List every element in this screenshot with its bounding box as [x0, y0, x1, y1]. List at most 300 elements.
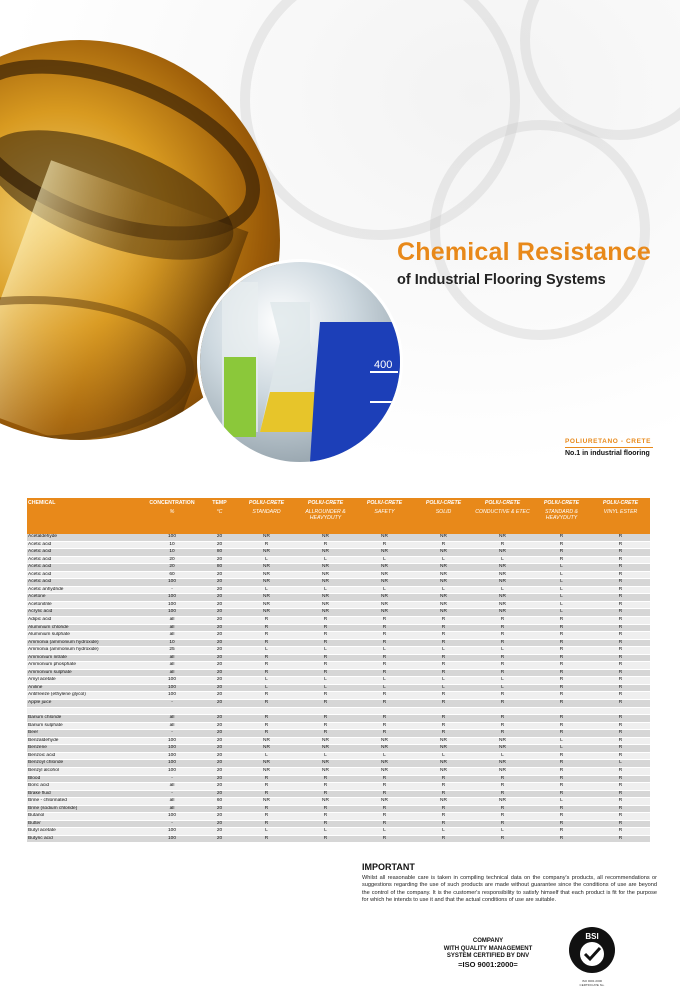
- table-cell: R: [591, 775, 650, 783]
- table-cell: R: [237, 654, 296, 662]
- chemical-name-cell: Benzoyl chloride: [27, 760, 142, 768]
- table-cell: R: [532, 790, 591, 798]
- table-cell: NR: [296, 737, 355, 745]
- table-cell: R: [414, 805, 473, 813]
- hero-image: [0, 0, 680, 470]
- table-cell: R: [414, 662, 473, 670]
- table-row: [27, 752, 650, 760]
- table-cell: NR: [414, 609, 473, 617]
- table-cell: 20: [202, 722, 237, 730]
- column-header-label: TEMP: [212, 500, 227, 506]
- table-cell: R: [591, 556, 650, 564]
- table-cell: -: [142, 730, 202, 738]
- table-cell: R: [591, 700, 650, 708]
- table-cell: L: [532, 737, 591, 745]
- table-cell: R: [414, 632, 473, 640]
- table-cell: R: [296, 624, 355, 632]
- table-cell: NR: [237, 767, 296, 775]
- column-header-sub: CONDUCTIVE & ETEC: [475, 509, 530, 515]
- column-header: [473, 498, 532, 534]
- table-cell: R: [532, 783, 591, 791]
- table-cell: NR: [355, 737, 414, 745]
- table-cell: NR: [473, 798, 532, 806]
- table-cell: 20: [202, 715, 237, 723]
- table-cell: NR: [237, 579, 296, 587]
- table-row: [27, 760, 650, 768]
- table-cell: 20: [202, 571, 237, 579]
- table-cell: R: [532, 617, 591, 625]
- table-cell: R: [414, 654, 473, 662]
- table-row: [27, 601, 650, 609]
- chemical-name-cell: Ammonia (ammonium hydroxide): [27, 647, 142, 655]
- important-heading: IMPORTANT: [362, 862, 415, 872]
- table-cell: R: [532, 662, 591, 670]
- table-cell: R: [473, 541, 532, 549]
- table-cell: 20: [202, 594, 237, 602]
- table-row: [27, 692, 650, 700]
- chemical-name-cell: Barium sulphate: [27, 722, 142, 730]
- table-cell: 60: [142, 571, 202, 579]
- table-cell: R: [532, 775, 591, 783]
- table-cell: L: [473, 586, 532, 594]
- table-cell: L: [237, 647, 296, 655]
- brand-divider: [565, 447, 653, 448]
- column-header-sub: °C: [216, 509, 223, 515]
- table-cell: R: [532, 541, 591, 549]
- table-cell: 10: [142, 549, 202, 557]
- table-cell: 80: [202, 564, 237, 572]
- table-cell: R: [414, 820, 473, 828]
- chemical-name-cell: Ammonium phosphate: [27, 662, 142, 670]
- bsi-caption: ISO 9001:2000: [581, 979, 603, 983]
- table-cell: 20: [202, 654, 237, 662]
- table-cell: -: [142, 700, 202, 708]
- table-cell: [532, 707, 591, 715]
- table-cell: R: [296, 669, 355, 677]
- table-cell: NR: [355, 549, 414, 557]
- table-cell: R: [296, 700, 355, 708]
- table-row: [27, 586, 650, 594]
- table-cell: 100: [142, 594, 202, 602]
- table-cell: NR: [296, 534, 355, 541]
- chemical-name-cell: Brine - chlorinated: [27, 798, 142, 806]
- table-row: [27, 783, 650, 791]
- table-row: [27, 790, 650, 798]
- table-cell: 20: [202, 730, 237, 738]
- table-cell: R: [355, 541, 414, 549]
- table-cell: NR: [237, 760, 296, 768]
- table-cell: R: [532, 813, 591, 821]
- table-cell: [237, 707, 296, 715]
- table-cell: NR: [296, 549, 355, 557]
- table-cell: R: [591, 654, 650, 662]
- table-cell: R: [473, 722, 532, 730]
- table-cell: [355, 707, 414, 715]
- table-cell: R: [414, 669, 473, 677]
- table-row: [27, 556, 650, 564]
- table-cell: R: [591, 647, 650, 655]
- table-cell: 100: [142, 737, 202, 745]
- table-cell: L: [414, 647, 473, 655]
- table-cell: R: [591, 730, 650, 738]
- table-row: [27, 564, 650, 572]
- table-cell: NR: [237, 571, 296, 579]
- table-cell: 20: [202, 767, 237, 775]
- table-cell: R: [532, 549, 591, 557]
- table-cell: 100: [142, 745, 202, 753]
- table-cell: L: [237, 677, 296, 685]
- table-cell: 20: [202, 745, 237, 753]
- table-cell: R: [296, 715, 355, 723]
- chemical-name-cell: Benzene: [27, 745, 142, 753]
- table-cell: NR: [355, 571, 414, 579]
- table-cell: L: [473, 647, 532, 655]
- chemical-name-cell: Acetic acid: [27, 564, 142, 572]
- table-cell: 20: [202, 820, 237, 828]
- chemical-name-cell: Acetic acid: [27, 556, 142, 564]
- table-row: [27, 662, 650, 670]
- table-cell: 20: [142, 564, 202, 572]
- table-cell: R: [591, 783, 650, 791]
- column-header: [532, 498, 591, 534]
- table-cell: 20: [202, 835, 237, 843]
- quality-certification: [438, 938, 538, 968]
- table-cell: 20: [202, 760, 237, 768]
- cert-line: COMPANY: [472, 938, 504, 944]
- table-cell: R: [591, 798, 650, 806]
- table-cell: R: [296, 790, 355, 798]
- table-cell: R: [532, 752, 591, 760]
- table-cell: 20: [202, 828, 237, 836]
- column-header: [296, 498, 355, 534]
- table-cell: NR: [473, 760, 532, 768]
- table-cell: L: [355, 647, 414, 655]
- table-cell: R: [473, 813, 532, 821]
- table-cell: R: [355, 805, 414, 813]
- table-cell: NR: [296, 571, 355, 579]
- table-cell: NR: [414, 601, 473, 609]
- table-cell: NR: [355, 609, 414, 617]
- table-cell: R: [532, 730, 591, 738]
- table-row: [27, 594, 650, 602]
- table-cell: R: [296, 730, 355, 738]
- chemical-name-cell: Butyl acetate: [27, 828, 142, 836]
- table-cell: R: [532, 556, 591, 564]
- table-cell: R: [414, 541, 473, 549]
- table-cell: 100: [142, 601, 202, 609]
- table-cell: R: [355, 639, 414, 647]
- table-cell: NR: [355, 594, 414, 602]
- table-cell: 100: [142, 835, 202, 843]
- table-cell: R: [237, 730, 296, 738]
- table-cell: R: [414, 722, 473, 730]
- table-cell: [473, 707, 532, 715]
- table-cell: NR: [473, 579, 532, 587]
- table-cell: R: [237, 700, 296, 708]
- chemical-name-cell: Ammonia (ammonium hydroxide): [27, 639, 142, 647]
- table-cell: 20: [202, 783, 237, 791]
- table-cell: R: [473, 624, 532, 632]
- column-header-sub: %: [169, 509, 175, 515]
- table-cell: -: [142, 820, 202, 828]
- table-cell: R: [296, 722, 355, 730]
- table-cell: R: [473, 700, 532, 708]
- table-cell: R: [532, 820, 591, 828]
- column-header: [414, 498, 473, 534]
- column-header-sub: SAFETY: [374, 509, 395, 515]
- table-cell: all: [142, 805, 202, 813]
- table-cell: L: [591, 760, 650, 768]
- table-cell: NR: [296, 798, 355, 806]
- column-header: [142, 498, 202, 534]
- table-cell: R: [591, 745, 650, 753]
- table-cell: NR: [355, 745, 414, 753]
- column-header: [27, 498, 142, 534]
- table-cell: all: [142, 632, 202, 640]
- table-cell: R: [473, 730, 532, 738]
- table-row: [27, 700, 650, 708]
- table-cell: R: [414, 700, 473, 708]
- table-cell: NR: [414, 579, 473, 587]
- chemical-name-cell: Aluminium chloride: [27, 624, 142, 632]
- table-row: [27, 669, 650, 677]
- table-cell: 100: [142, 760, 202, 768]
- table-cell: R: [296, 775, 355, 783]
- table-cell: R: [591, 586, 650, 594]
- table-cell: L: [532, 609, 591, 617]
- chemical-name-cell: Benzoic acid: [27, 752, 142, 760]
- table-cell: R: [414, 783, 473, 791]
- table-cell: R: [355, 692, 414, 700]
- table-cell: NR: [355, 564, 414, 572]
- table-cell: 20: [202, 752, 237, 760]
- table-cell: 20: [202, 624, 237, 632]
- table-cell: R: [355, 654, 414, 662]
- table-cell: L: [237, 586, 296, 594]
- bsi-caption: CERTIFICATE No.: [579, 982, 605, 987]
- table-cell: L: [473, 828, 532, 836]
- table-cell: R: [532, 828, 591, 836]
- table-cell: R: [591, 752, 650, 760]
- table-cell: NR: [296, 579, 355, 587]
- table-cell: R: [414, 730, 473, 738]
- table-cell: R: [296, 813, 355, 821]
- table-cell: R: [532, 669, 591, 677]
- table-cell: 20: [202, 579, 237, 587]
- table-cell: NR: [473, 767, 532, 775]
- column-header-label: POLIU-CRETE: [484, 500, 521, 506]
- table-cell: all: [142, 783, 202, 791]
- table-cell: 60: [202, 798, 237, 806]
- table-cell: 20: [202, 639, 237, 647]
- table-cell: R: [591, 601, 650, 609]
- chemical-name-cell: Antifreeze (ethylene glycol): [27, 692, 142, 700]
- cert-line: WITH QUALITY MANAGEMENT: [443, 945, 533, 952]
- table-cell: R: [532, 722, 591, 730]
- table-cell: 80: [202, 549, 237, 557]
- table-cell: L: [355, 586, 414, 594]
- table-cell: R: [591, 820, 650, 828]
- table-cell: R: [591, 767, 650, 775]
- table-cell: NR: [296, 745, 355, 753]
- table-cell: NR: [414, 767, 473, 775]
- table-cell: NR: [296, 767, 355, 775]
- table-cell: R: [532, 805, 591, 813]
- table-cell: R: [591, 594, 650, 602]
- table-cell: NR: [355, 579, 414, 587]
- table-cell: [414, 707, 473, 715]
- table-cell: L: [414, 556, 473, 564]
- chemical-name-cell: Ammonium sulphate: [27, 669, 142, 677]
- table-cell: R: [532, 684, 591, 692]
- table-cell: 20: [202, 775, 237, 783]
- table-cell: all: [142, 715, 202, 723]
- table-cell: 20: [202, 556, 237, 564]
- chemical-name-cell: Acetic acid: [27, 549, 142, 557]
- table-cell: 20: [202, 700, 237, 708]
- table-row: [27, 654, 650, 662]
- table-cell: R: [414, 639, 473, 647]
- table-cell: L: [532, 594, 591, 602]
- table-cell: 100: [142, 684, 202, 692]
- table-cell: 20: [202, 601, 237, 609]
- table-cell: R: [237, 715, 296, 723]
- background-flask-ghost: [520, 0, 680, 140]
- table-cell: [142, 707, 202, 715]
- table-cell: R: [296, 783, 355, 791]
- table-cell: all: [142, 662, 202, 670]
- table-cell: all: [142, 669, 202, 677]
- table-cell: R: [591, 835, 650, 843]
- brand-tagline: No.1 in industrial flooring: [565, 450, 650, 457]
- chemical-name-cell: Acetic anhydride: [27, 586, 142, 594]
- column-header-label: POLIU-CRETE: [543, 500, 580, 506]
- table-cell: R: [591, 632, 650, 640]
- table-cell: L: [414, 677, 473, 685]
- table-cell: 10: [142, 639, 202, 647]
- table-cell: NR: [473, 609, 532, 617]
- table-cell: L: [237, 556, 296, 564]
- table-cell: NR: [355, 798, 414, 806]
- chemical-name-cell: Acetaldehyde: [27, 534, 142, 541]
- table-cell: R: [591, 722, 650, 730]
- column-header-sub: STANDARD & HEAVYDUTY: [544, 509, 579, 521]
- table-cell: L: [355, 684, 414, 692]
- column-header: [237, 498, 296, 534]
- table-cell: NR: [237, 737, 296, 745]
- table-cell: R: [473, 805, 532, 813]
- table-cell: R: [414, 715, 473, 723]
- table-cell: R: [355, 730, 414, 738]
- table-header-row: [27, 498, 650, 534]
- table-row: [27, 579, 650, 587]
- table-cell: 100: [142, 813, 202, 821]
- table-row: [27, 722, 650, 730]
- chemical-name-cell: Brake fluid: [27, 790, 142, 798]
- chemical-name-cell: Acetic acid: [27, 541, 142, 549]
- table-cell: R: [355, 662, 414, 670]
- table-cell: R: [532, 677, 591, 685]
- table-cell: L: [414, 684, 473, 692]
- cert-line: SYSTEM CERTIFIED BY DNV: [446, 953, 530, 959]
- table-cell: R: [532, 692, 591, 700]
- table-cell: R: [355, 632, 414, 640]
- table-row: [27, 715, 650, 723]
- svg-text:400: 400: [374, 359, 393, 371]
- table-cell: R: [237, 639, 296, 647]
- table-cell: 20: [202, 805, 237, 813]
- column-header-sub: STANDARD: [252, 509, 281, 515]
- table-cell: R: [473, 715, 532, 723]
- table-cell: NR: [473, 601, 532, 609]
- table-row: [27, 609, 650, 617]
- table-cell: NR: [237, 798, 296, 806]
- table-cell: R: [237, 790, 296, 798]
- table-cell: NR: [296, 609, 355, 617]
- table-cell: L: [473, 677, 532, 685]
- table-cell: R: [532, 760, 591, 768]
- bsi-seal-icon: [567, 925, 617, 975]
- table-cell: R: [532, 715, 591, 723]
- chemical-name-cell: Acetone: [27, 594, 142, 602]
- table-cell: NR: [414, 549, 473, 557]
- table-row: [27, 632, 650, 640]
- table-cell: L: [237, 828, 296, 836]
- table-cell: R: [355, 700, 414, 708]
- table-cell: R: [591, 813, 650, 821]
- table-cell: NR: [414, 534, 473, 541]
- table-cell: L: [355, 556, 414, 564]
- table-cell: R: [591, 828, 650, 836]
- table-cell: all: [142, 617, 202, 625]
- table-cell: L: [296, 684, 355, 692]
- table-cell: R: [591, 571, 650, 579]
- table-cell: NR: [237, 594, 296, 602]
- table-cell: 20: [202, 684, 237, 692]
- table-cell: [202, 707, 237, 715]
- table-cell: R: [591, 579, 650, 587]
- table-cell: R: [355, 617, 414, 625]
- chemical-name-cell: Amyl acetate: [27, 677, 142, 685]
- table-cell: 20: [202, 647, 237, 655]
- table-cell: L: [296, 752, 355, 760]
- table-cell: R: [355, 820, 414, 828]
- background-flask-ghost: [430, 120, 650, 340]
- table-row: [27, 647, 650, 655]
- table-cell: R: [237, 692, 296, 700]
- table-cell: R: [532, 647, 591, 655]
- table-cell: 20: [202, 632, 237, 640]
- table-cell: R: [473, 835, 532, 843]
- table-cell: L: [473, 752, 532, 760]
- table-cell: R: [237, 662, 296, 670]
- table-cell: R: [473, 662, 532, 670]
- table-cell: NR: [355, 760, 414, 768]
- table-cell: NR: [296, 564, 355, 572]
- table-cell: -: [142, 775, 202, 783]
- table-row: [27, 805, 650, 813]
- table-cell: 20: [202, 662, 237, 670]
- column-header-label: POLIU-CRETE: [366, 500, 403, 506]
- table-row: [27, 571, 650, 579]
- table-cell: NR: [414, 760, 473, 768]
- table-row: [27, 835, 650, 843]
- table-cell: R: [237, 775, 296, 783]
- table-cell: R: [591, 684, 650, 692]
- chemical-name-cell: Acetic acid: [27, 579, 142, 587]
- table-cell: R: [473, 639, 532, 647]
- table-body: [27, 534, 650, 843]
